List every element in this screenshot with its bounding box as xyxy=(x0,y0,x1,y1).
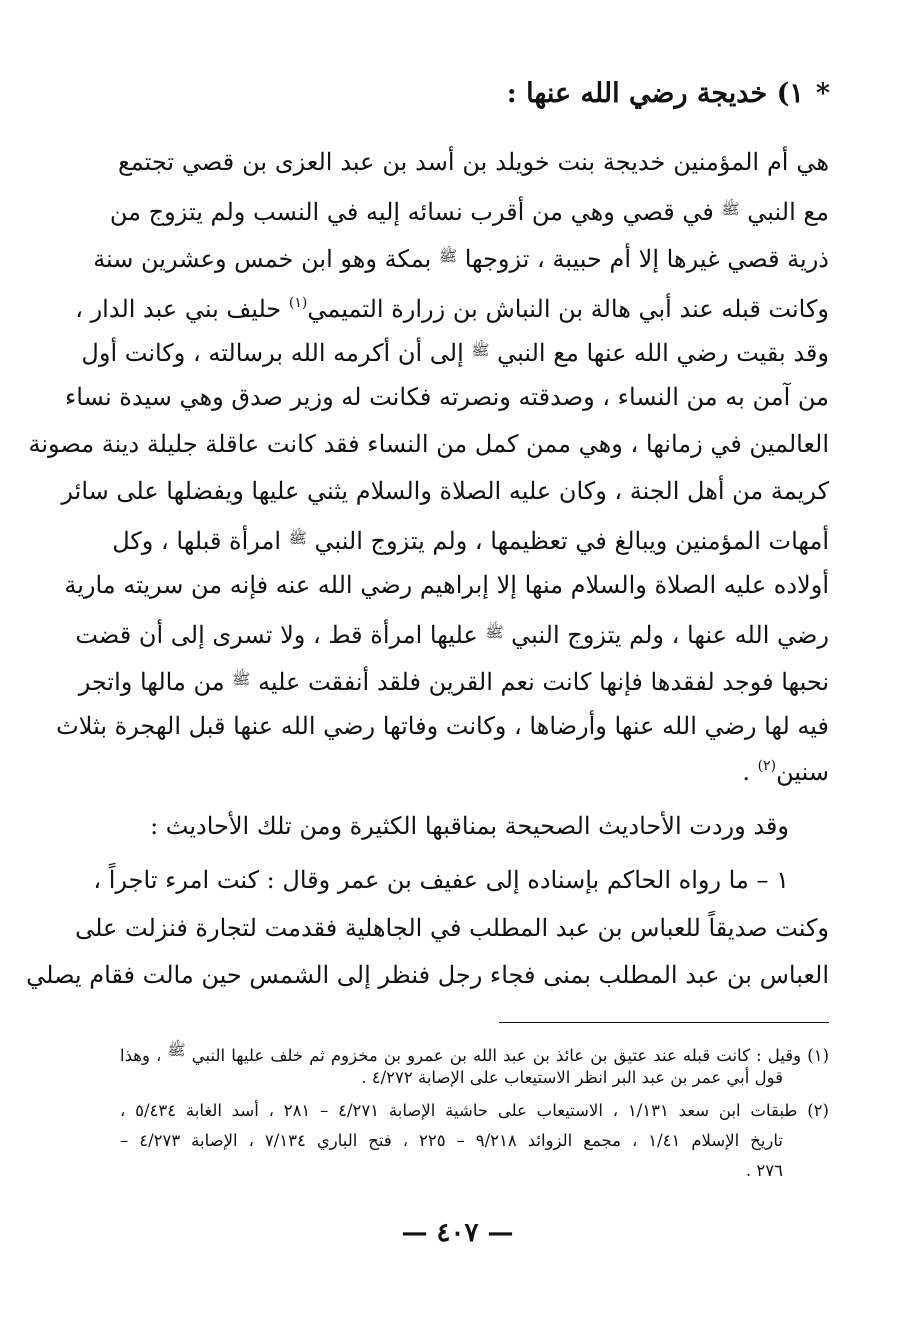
body-line: ذرية قصي غيرها إلا أم حبيبة ، تزوجها $^ﷺ$ بمكة وهو ابن خمس وعشرين سنة xyxy=(93,245,829,273)
salla-symbol: ﷺ xyxy=(288,529,307,547)
body-line: أولاده عليه الصلاة والسلام منها إلا إبراهيم رضي الله عنه فإنه من سريته مارية xyxy=(64,571,829,599)
body-line: أمهات المؤمنين ويبالغ في تعظيمها ، ولم يتزوج النبي $^ﷺ$ امرأة قبلها ، وكل xyxy=(112,527,829,555)
body-line: كريمة من أهل الجنة ، وكان عليه الصلاة والسلام يثني عليها ويفضلها على سائر xyxy=(61,477,829,505)
body-line: ١ – ما رواه الحاكم بإسناده إلى عفيف بن عمر وقال : كنت امرء تاجراً ، xyxy=(93,866,789,894)
body-line: نحبها فوجد لفقدها فإنها كانت نعم القرين فلقد أنفقت عليه $^ﷺ$ من مالها واتجر xyxy=(78,668,829,696)
body-line: فيه لها رضي الله عنها وأرضاها ، وكانت وفاتها رضي الله عنها قبل الهجرة بثلاث xyxy=(56,712,829,740)
footnote-divider xyxy=(499,1022,829,1023)
salla-symbol: ﷺ xyxy=(485,623,504,641)
body-line: وقد بقيت رضي الله عنها مع النبي $^ﷺ$ إلى أن أكرمه الله برسالته ، وكانت أول xyxy=(81,339,829,367)
footnote-ref: (٢) xyxy=(757,758,777,774)
star-icon: * xyxy=(815,78,830,109)
body-line: مع النبي $^ﷺ$ في قصي وهي من أقرب نسائه إليه في النسب ولم يتزوج من xyxy=(109,198,829,226)
body-line: رضي الله عنها ، ولم يتزوج النبي $^ﷺ$ عليها امرأة قط ، ولا تسرى إلى أن قضت xyxy=(75,621,829,649)
footnote-line: ٢٧٦ . xyxy=(745,1161,783,1180)
heading-text: ١) خديجة رضي الله عنها : xyxy=(506,78,804,109)
page-number: — ٤٠٧ — xyxy=(401,1218,514,1248)
body-line: من آمن به من النساء ، وصدقته ونصرته فكانت له وزير صدق وهي سيدة نساء xyxy=(64,383,829,411)
footnote-ref: (١) xyxy=(288,295,308,311)
footnote-line: (١) وقيل : كانت قبله عند عتيق بن عائذ بن عبد الله بن عمرو بن مخزوم ثم خلف عليها النبي ﷺ ، وهذا xyxy=(120,1041,829,1065)
body-line: العالمين في زمانها ، وهي ممن كمل من النساء فقد كانت عاقلة جليلة دينة مصونة xyxy=(28,430,829,458)
footnote-line: قول أبي عمر بن عبد البر انظر الاستيعاب على الإصابة ٤/٢٧٢ . xyxy=(361,1068,783,1087)
salla-symbol: ﷺ xyxy=(232,670,251,688)
salla-symbol: ﷺ xyxy=(721,200,740,218)
body-line: وكانت قبله عند أبي هالة بن النباش بن زرارة التميمي$^{(١)}$ حليف بني عبد الدار ، xyxy=(75,295,829,323)
body-line: سنين$^{(٢)}$ . xyxy=(742,758,829,786)
footnote-line: (٢) طبقات ابن سعد ١/١٣١ ، الاستيعاب على حاشية الإصابة ٤/٢٧١ – ٢٨١ ، أسد الغابة ٥/٤٣٤ ، xyxy=(120,1101,829,1120)
footnote-line: تاريخ الإسلام ١/٤١ ، مجمع الزوائد ٩/٢١٨ – ٢٢٥ ، فتح الباري ٧/١٣٤ ، الإصابة ٤/٢٧٣ – xyxy=(120,1131,783,1150)
salla-symbol: ﷺ xyxy=(167,1041,186,1059)
salla-symbol: ﷺ xyxy=(438,247,458,265)
section-heading xyxy=(120,74,830,114)
body-line: وكنت صديقاً للعباس بن عبد المطلب في الجاهلية فقدمت لتجارة فنزلت على xyxy=(75,914,829,942)
body-line: وقد وردت الأحاديث الصحيحة بمناقبها الكثيرة ومن تلك الأحاديث : xyxy=(150,812,789,840)
body-line: هي أم المؤمنين خديجة بنت خويلد بن أسد بن عبد العزى بن قصي تجتمع xyxy=(118,148,829,176)
salla-symbol: ﷺ xyxy=(471,341,490,359)
body-line: العباس بن عبد المطلب بمنى فجاء رجل فنظر إلى الشمس حين مالت فقام يصلي xyxy=(26,961,829,989)
